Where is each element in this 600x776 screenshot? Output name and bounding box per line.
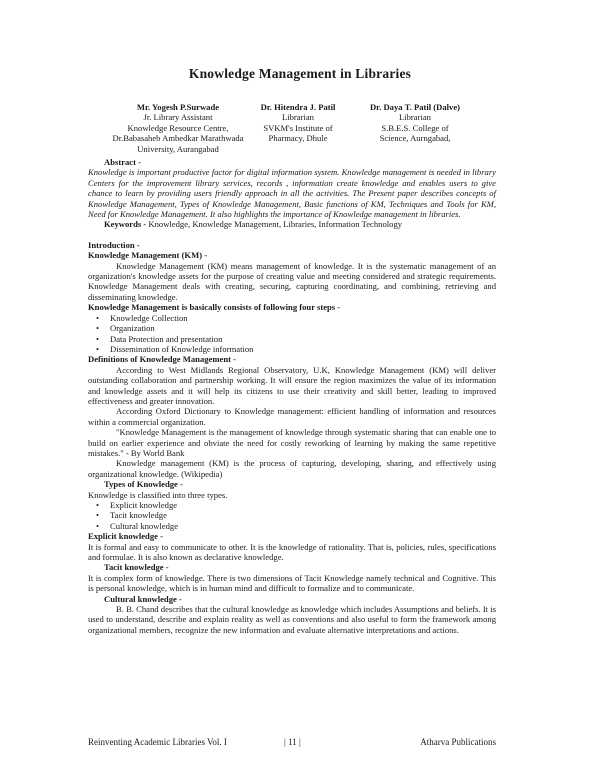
- list-item: • Dissemination of Knowledge information: [96, 343, 254, 354]
- section-introduction: Introduction -: [88, 239, 140, 250]
- author-name: Dr. Daya T. Patil (Dalve): [369, 102, 461, 112]
- footer-book-title: Reinventing Academic Libraries Vol. I: [88, 737, 227, 747]
- keywords-label: Keywords -: [104, 219, 147, 230]
- definition-paragraph: According to West Midlands Regional Observatory, U.K, Knowledge Management (KM) will deliver outstanding collaboration and partnership working. It will ensure the region maximizes the value of its information and knowledge assets and it will help its citizens to use their creativity and skill better, leading to improved effectiveness and greater innovation.: [88, 364, 496, 406]
- bullet-icon: •: [96, 343, 100, 354]
- bullet-icon: •: [96, 312, 100, 323]
- author-affiliation: Librarian: [282, 112, 314, 123]
- bullet-icon: •: [96, 323, 100, 334]
- footer-publisher: Atharva Publications: [420, 737, 496, 747]
- tacit-heading: Tacit knowledge -: [104, 562, 169, 573]
- types-intro: Knowledge is classified into three types.: [88, 489, 228, 500]
- definition-paragraph: Knowledge management (KM) is the process of capturing, developing, sharing, and effectively using organizational knowledge. (Wikipedia): [88, 458, 496, 479]
- author-name: Mr. Yogesh P.Surwade: [136, 102, 220, 112]
- definitions-heading: Definitions of Knowledge Management -: [88, 354, 236, 365]
- author-affiliation: SVKM's Institute of: [263, 122, 333, 133]
- definition-paragraph: According Oxford Dictionary to Knowledge management: efficient handling of information and resources within a commercial organization.: [88, 406, 496, 427]
- author-affiliation: Science, Aurngabad,: [379, 133, 451, 144]
- keywords-line: [88, 219, 496, 229]
- explicit-paragraph: It is formal and easy to communicate to other. It is the knowledge of rationality. That is, policies, rules, specifications and formulae. It is also known as declarative knowledge.: [88, 541, 496, 563]
- author-3: [345, 102, 485, 144]
- definition-paragraph: "Knowledge Management is the management of knowledge through systematic sharing that can enable one to build on earlier experience and obviate the need for costly reworking of learning by making the same repetitive mistakes." - By World Bank: [88, 427, 496, 458]
- bullet-icon: •: [96, 520, 100, 531]
- list-item: • Explicit knowledge: [96, 500, 178, 510]
- list-item: • Cultural knowledge: [96, 520, 179, 531]
- author-affiliation: S.B.E.S. College of: [381, 122, 449, 133]
- keywords-text: Knowledge, Knowledge Management, Libraries, Information Technology: [148, 219, 403, 230]
- abstract-text: Knowledge is important productive factor for digital information system. Knowledge management is needed in library Centers for the improvement library services, records , information create knowledge and enables users to give chance to learn by providing users friendly approach in all the activities. The Present paper describes concepts of Knowledge Management, Types of Knowledge Management, Basic functions of KM, Techniques and Tools for KM, Need for Knowledge Management. It also highlights the importance of Knowledge management in libraries.: [88, 167, 496, 220]
- list-item: • Organization: [96, 323, 155, 334]
- km-paragraph: Knowledge Management (KM) means management of knowledge. It is the systematic management of an organization's knowledge assets for the purpose of creating value and meeting considered and strategic requirements. Knowledge Management deals with creating, securing, capturing coordinating, and combining, retrieving and disseminating knowledge.: [88, 260, 496, 302]
- page-title: Knowledge Management in Libraries: [188, 66, 412, 81]
- author-affiliation: Knowledge Resource Centre,: [127, 122, 229, 133]
- list-item: • Knowledge Collection: [96, 312, 188, 323]
- author-affiliation: Dr.Babasaheb Ambedkar Marathwada: [112, 133, 244, 144]
- cultural-paragraph: B. B. Chand describes that the cultural knowledge as knowledge which includes Assumptions and beliefs. It is used to understand, describe and explain reality as well as conventions and also useful to form the framework among organizational members, recognize the new information and evaluate alternative interpretations and actions.: [88, 604, 496, 635]
- bullet-icon: •: [96, 500, 100, 510]
- steps-heading: Knowledge Management is basically consists of following four steps -: [88, 302, 341, 313]
- author-affiliation: Jr. Library Assistant: [143, 112, 213, 123]
- bullet-icon: •: [96, 333, 100, 344]
- explicit-heading: Explicit knowledge -: [88, 531, 163, 542]
- author-affiliation: University, Aurangabad: [137, 143, 219, 154]
- bullet-icon: •: [96, 510, 100, 521]
- list-item: • Data Protection and presentation: [96, 333, 223, 344]
- section-km: Knowledge Management (KM) -: [88, 250, 208, 261]
- page-number: | 11 |: [284, 737, 301, 747]
- types-list: [88, 500, 496, 531]
- tacit-paragraph: It is complex form of knowledge. There is two dimensions of Tacit Knowledge namely technical and Cognitive. This is personal knowledge, which is in human mind and difficult to formalize and to communicate.: [88, 572, 496, 594]
- types-heading: Types of Knowledge -: [104, 479, 183, 490]
- author-affiliation: Pharmacy, Dhule: [268, 133, 328, 144]
- list-item: • Tacit knowledge: [96, 510, 167, 521]
- author-name: Dr. Hitendra J. Patil: [260, 102, 336, 112]
- author-affiliation: Librarian: [399, 112, 431, 123]
- cultural-heading: Cultural knowledge -: [104, 593, 182, 604]
- paper-body: [88, 157, 496, 635]
- steps-list: [88, 313, 496, 355]
- abstract-heading: Abstract -: [104, 157, 141, 167]
